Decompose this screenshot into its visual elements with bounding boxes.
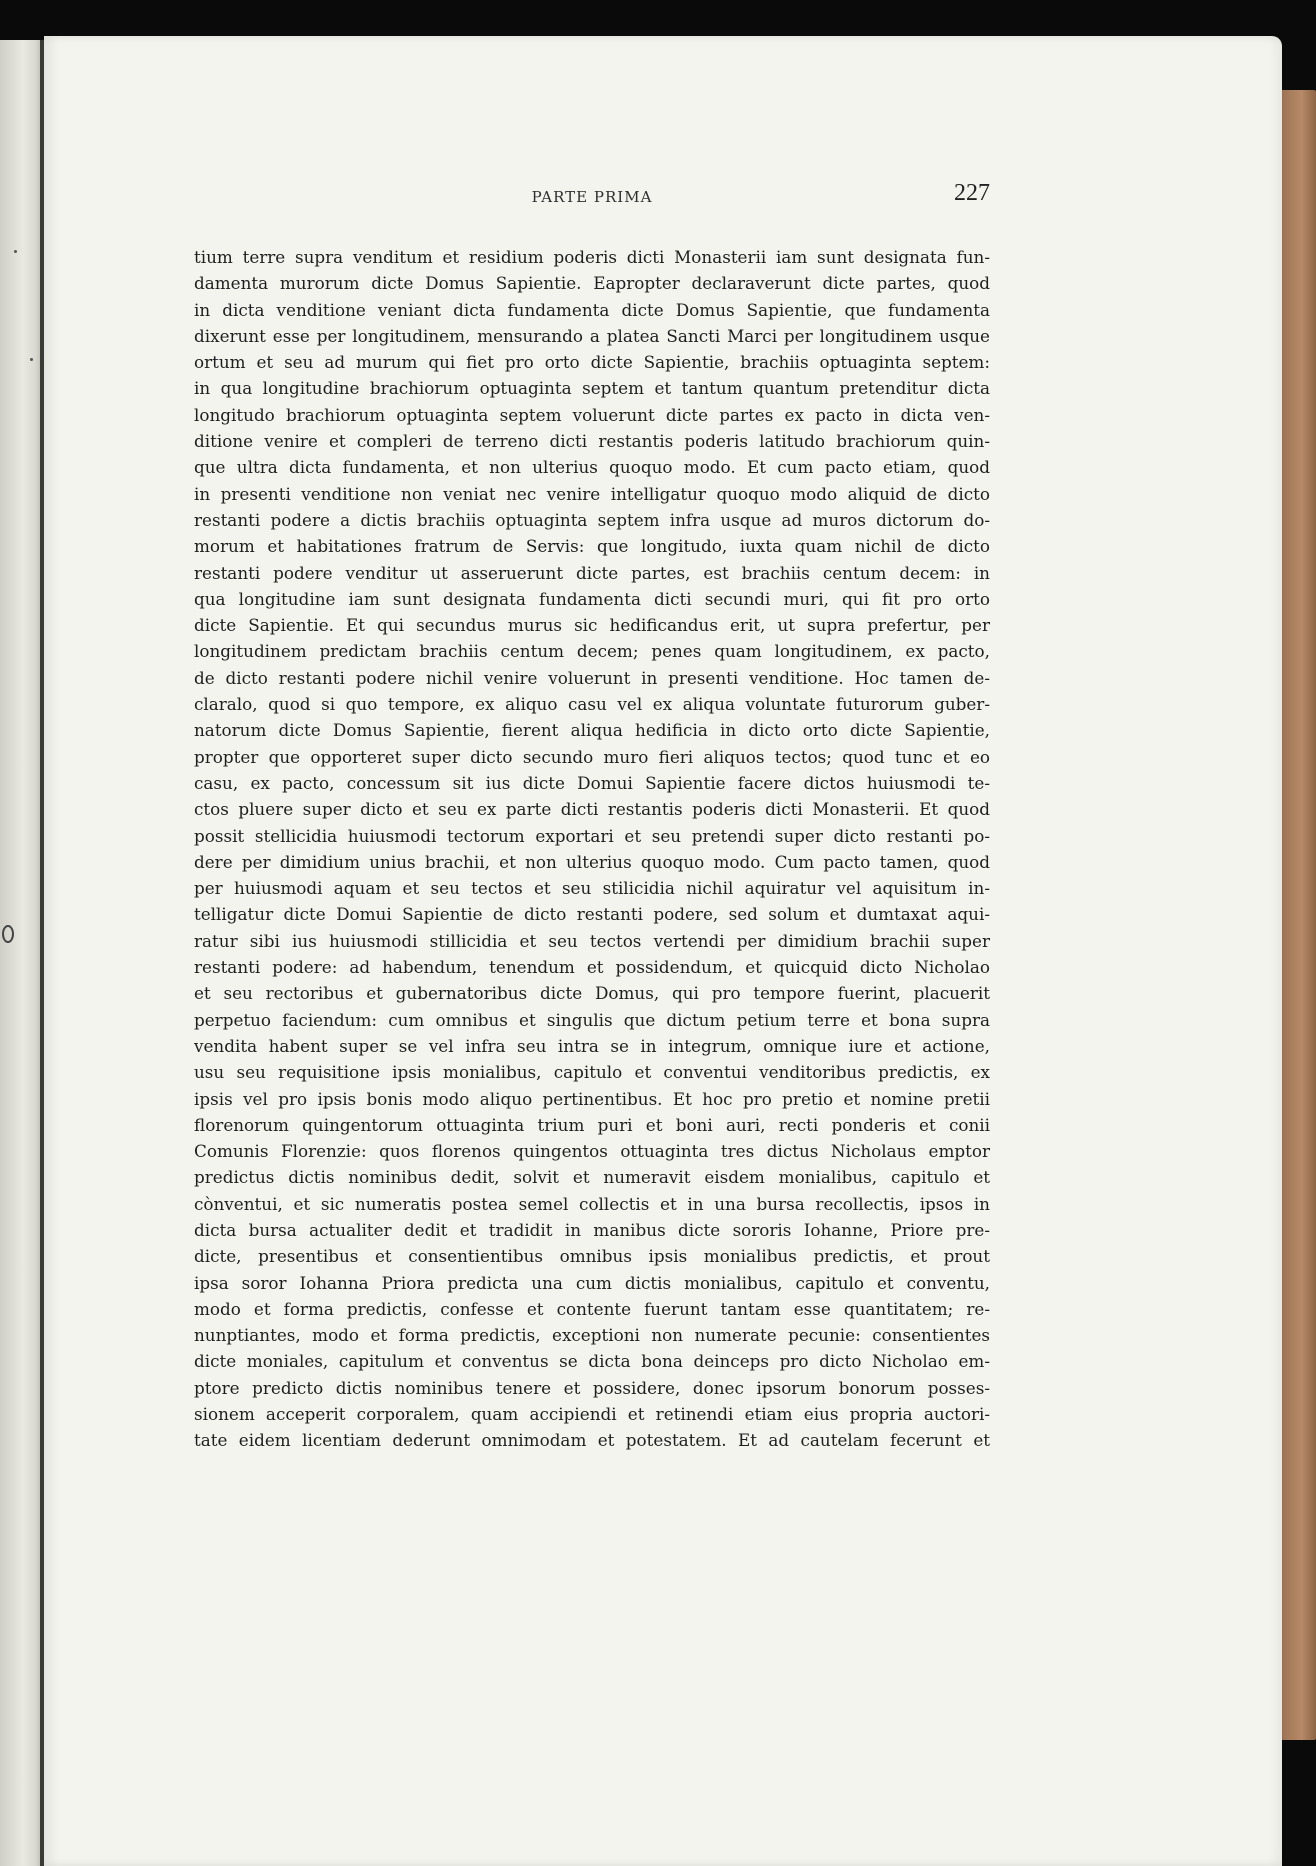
text-line: predictus dictis nominibus dedit, solvit et numeravit eisdem monialibus, capitulo et	[194, 1167, 990, 1188]
text-line: modo et forma predictis, confesse et contente fuerunt tantam esse quantitatem; re-	[194, 1298, 990, 1319]
text-line: nunptiantes, modo et forma predictis, exceptioni non numerate pecunie: consentientes	[194, 1325, 990, 1346]
text-line: dicte Sapientie. Et qui secundus murus sic hedificandus erit, ut supra prefertur, per	[194, 615, 990, 636]
margin-ring-mark	[2, 925, 14, 943]
text-line: perpetuo faciendum: cum omnibus et singulis que dictum petium terre et bona supra	[194, 1009, 990, 1030]
running-title: PARTE PRIMA	[531, 188, 653, 206]
margin-speck	[30, 358, 33, 361]
text-line: dicte moniales, capitulum et conventus se dicta bona deinceps pro dicto Nicholao em-	[194, 1351, 990, 1372]
body-text	[194, 244, 990, 1454]
text-line: vendita habent super se vel infra seu intra se in integrum, omnique iure et actione,	[194, 1035, 990, 1056]
text-line: ditione venire et compleri de terreno dicti restantis poderis latitudo brachiorum quin-	[194, 431, 990, 452]
text-line: dixerunt esse per longitudinem, mensurando a platea Sancti Marci per longitudinem usque	[194, 325, 990, 346]
text-line: restanti podere a dictis brachiis optuaginta septem infra usque ad muros dictorum do-	[194, 509, 990, 530]
text-line: dicta bursa actualiter dedit et tradidit in manibus dicte sororis Iohanne, Priore pre-	[194, 1219, 990, 1240]
text-line: florenorum quingentorum ottuaginta trium puri et boni auri, recti ponderis et conii	[194, 1114, 990, 1135]
text-line: cònventui, et sic numeratis postea semel collectis et in una bursa recollectis, ipsos in	[194, 1193, 990, 1214]
text-line: ptore predicto dictis nominibus tenere et possidere, donec ipsorum bonorum posses-	[194, 1377, 990, 1398]
text-line: per huiusmodi aquam et seu tectos et seu stilicidia nichil aquiratur vel aquisitum in-	[194, 878, 990, 899]
text-line: claralo, quod si quo tempore, ex aliquo casu vel ex aliqua voluntate futurorum guber-	[194, 694, 990, 715]
text-line: ortum et seu ad murum qui fiet pro orto dicte Sapientie, brachiis optuaginta septem:	[194, 352, 990, 373]
text-line: que ultra dicta fundamenta, et non ulterius quoquo modo. Et cum pacto etiam, quod	[194, 457, 990, 478]
text-line: et seu rectoribus et gubernatoribus dicte Domus, qui pro tempore fuerint, placuerit	[194, 983, 990, 1004]
text-line: dicte, presentibus et consentientibus omnibus ipsis monialibus predictis, et prout	[194, 1246, 990, 1267]
text-line: restanti podere venditur ut asseruerunt dicte partes, est brachiis centum decem: in	[194, 562, 990, 583]
text-line: possit stellicidia huiusmodi tectorum exportari et seu pretendi super dicto restanti po-	[194, 825, 990, 846]
text-line: tate eidem licentiam dederunt omnimodam et potestatem. Et ad cautelam fecerunt et	[194, 1430, 990, 1451]
text-line: de dicto restanti podere nichil venire voluerunt in presenti venditione. Hoc tamen de-	[194, 667, 990, 688]
text-line: in qua longitudine brachiorum optuaginta septem et tantum quantum pretenditur dicta	[194, 378, 990, 399]
text-line: ctos pluere super dicto et seu ex parte dicti restantis poderis dicti Monasterii. Et quod	[194, 799, 990, 820]
text-line: ipsa soror Iohanna Priora predicta una cum dictis monialibus, capitulo et conventu,	[194, 1272, 990, 1293]
facing-page-edge	[0, 40, 42, 1866]
page-number: 227	[954, 180, 990, 206]
text-line: in presenti venditione non veniat nec venire intelligatur quoquo modo aliquid de dicto	[194, 483, 990, 504]
text-line: dere per dimidium unius brachii, et non ulterius quoquo modo. Cum pacto tamen, quod	[194, 851, 990, 872]
text-line: restanti podere: ad habendum, tenendum et possidendum, et quicquid dicto Nicholao	[194, 957, 990, 978]
text-line: tium terre supra venditum et residium poderis dicti Monasterii iam sunt designata fun-	[194, 247, 990, 267]
text-line: Comunis Florenzie: quos florenos quingentos ottuaginta tres dictus Nicholaus emptor	[194, 1141, 990, 1162]
text-line: casu, ex pacto, concessum sit ius dicte Domui Sapientie facere dictos huiusmodi te-	[194, 772, 990, 793]
text-line: morum et habitationes fratrum de Servis: que longitudo, iuxta quam nichil de dicto	[194, 536, 990, 557]
text-line: sionem acceperit corporalem, quam accipiendi et retinendi etiam eius propria auctori-	[194, 1404, 990, 1425]
text-line: longitudo brachiorum optuaginta septem voluerunt dicte partes ex pacto in dicta ven-	[194, 404, 990, 425]
text-line: usu seu requisitione ipsis monialibus, capitulo et conventui venditoribus predictis, ex	[194, 1062, 990, 1083]
margin-speck	[14, 250, 17, 253]
running-head	[194, 180, 990, 220]
text-line: ipsis vel pro ipsis bonis modo aliquo pertinentibus. Et hoc pro pretio et nomine pretii	[194, 1088, 990, 1109]
book-page	[44, 36, 1282, 1866]
text-line: ratur sibi ius huiusmodi stillicidia et seu tectos vertendi per dimidium brachii super	[194, 930, 990, 951]
text-line: damenta murorum dicte Domus Sapientie. Eapropter declaraverunt dicte partes, quod	[194, 273, 990, 294]
text-line: qua longitudine iam sunt designata fundamenta dicti secundi muri, qui fit pro orto	[194, 588, 990, 609]
text-line: in dicta venditione veniant dicta fundamenta dicte Domus Sapientie, que fundamenta	[194, 299, 990, 320]
text-line: longitudinem predictam brachiis centum decem; penes quam longitudinem, ex pacto,	[194, 641, 990, 662]
text-line: telligatur dicte Domui Sapientie de dicto restanti podere, sed solum et dumtaxat aqui-	[194, 904, 990, 925]
text-line: natorum dicte Domus Sapientie, fierent aliqua hedificia in dicto orto dicte Sapientie,	[194, 720, 990, 741]
text-line: propter que opporteret super dicto secundo muro fieri aliquos tectos; quod tunc et eo	[194, 746, 990, 767]
